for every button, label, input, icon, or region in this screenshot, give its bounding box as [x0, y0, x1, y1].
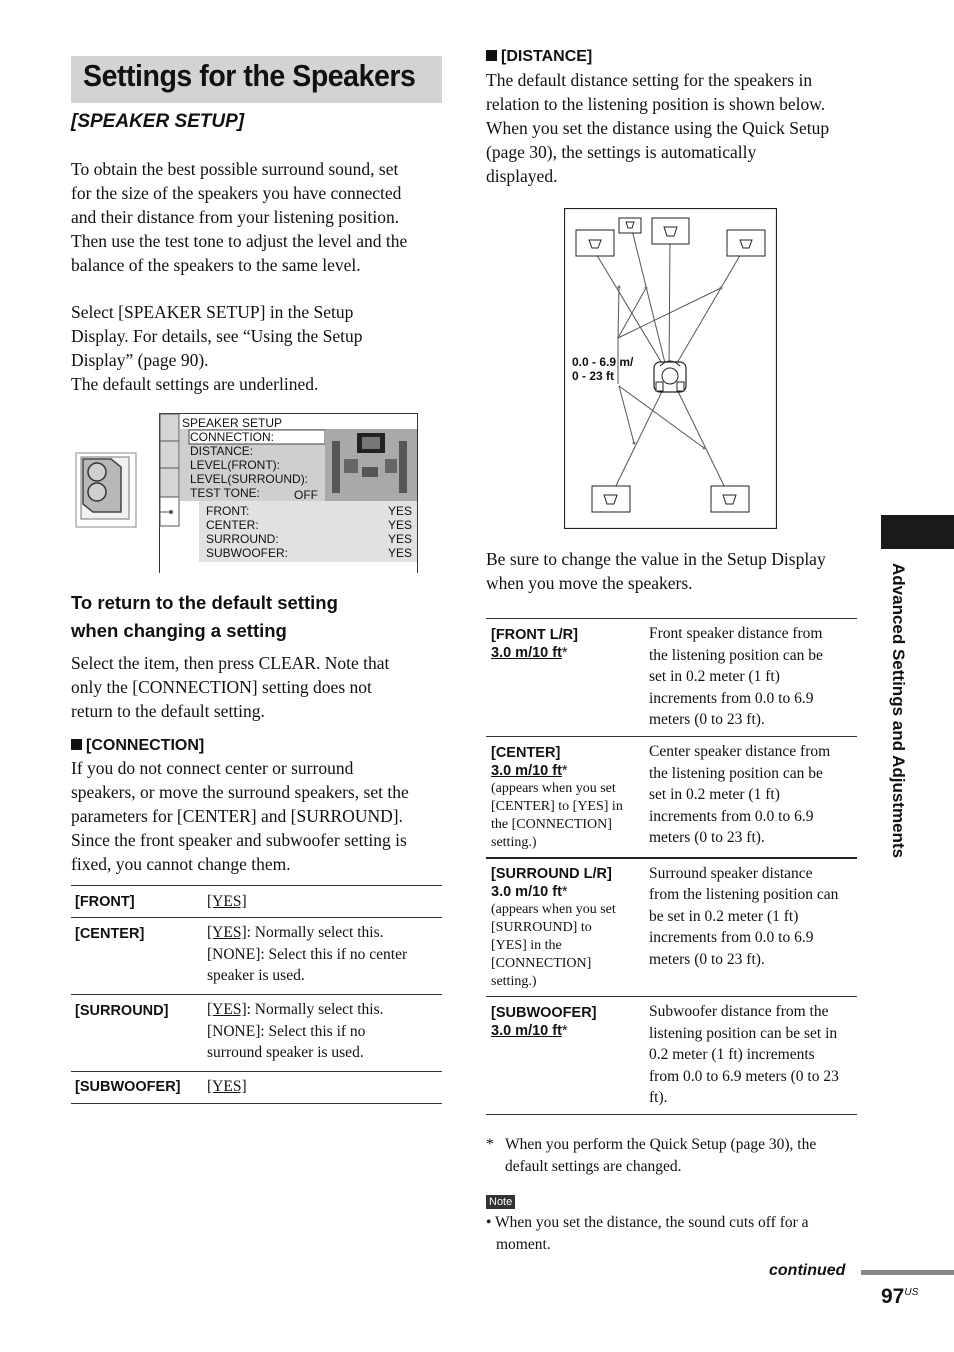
default-line [491, 644, 649, 662]
note-badge: Note [486, 1195, 515, 1209]
default-line [491, 883, 649, 901]
text-line: for the size of the speakers you have connected [71, 183, 402, 203]
desc-line: from the listening position can [649, 886, 839, 904]
text-line: speakers, or move the surround speakers, set the [71, 782, 409, 802]
desc-line: Center speaker distance from [649, 743, 831, 760]
text-line: default settings are changed. [505, 1158, 682, 1175]
note-line: setting.) [491, 973, 537, 989]
row-label-cell [486, 737, 649, 858]
row-desc [649, 858, 857, 997]
text-line: When you set the distance using the Quick Setup [486, 118, 830, 138]
row-label-cell [486, 619, 649, 737]
text-line: When you perform the Quick Setup (page 30), the [505, 1136, 817, 1153]
text-line: Display. For details, see “Using the Setup [71, 326, 363, 346]
note-line: [CONNECTION] [491, 955, 592, 971]
side-tab [888, 563, 928, 923]
desc-line: the listening position can be [649, 764, 823, 782]
heading-line: To return to the default setting [71, 592, 338, 613]
row-label: [SURROUND L/R] [491, 865, 612, 882]
center-speaker-small-icon [619, 218, 641, 233]
note-line: [CENTER] to [YES] in [491, 799, 623, 814]
desc-line: from 0.0 to 6.9 meters (0 to 23 [649, 1067, 839, 1085]
distance-paragraph [486, 68, 866, 188]
setup-display-screen [159, 413, 418, 573]
page-number [881, 1285, 918, 1309]
asterisk: * [561, 645, 568, 661]
menu-item-level-front[interactable]: LEVEL(FRONT): [190, 458, 281, 472]
surround-left-speaker-icon [592, 486, 630, 512]
page-number-value: 97 [881, 1285, 905, 1308]
row-value [207, 1072, 442, 1104]
speaker-setup-icon [75, 452, 137, 528]
row-desc [649, 997, 857, 1115]
listener-icon [654, 361, 686, 392]
sub-item-subwoofer-label: SUBWOOFER: [206, 546, 289, 560]
distance-range-label [572, 355, 633, 383]
sub-item-front-value: YES [388, 504, 413, 518]
page-title: Settings for the Speakers [83, 58, 416, 93]
text-line: parameters for [CENTER] and [SURROUND]. [71, 806, 403, 826]
sub-item-front-label: FRONT: [206, 504, 250, 518]
table-row [486, 997, 857, 1115]
surround-right-speaker-icon [711, 486, 749, 512]
connection-paragraph [71, 756, 451, 876]
row-value [207, 995, 442, 1072]
desc-line: be set in 0.2 meter (1 ft) [649, 907, 799, 925]
text-line: Be sure to change the value in the Setup Display [486, 549, 826, 569]
text-line: To obtain the best possible surround sound, set [71, 159, 399, 179]
row-label: [SURROUND] [75, 1003, 169, 1019]
table-row [71, 1072, 442, 1104]
default-value: 3.0 m/10 ft [491, 763, 562, 779]
return-heading [71, 589, 338, 645]
text-line: The default distance setting for the speakers in [486, 70, 813, 90]
table-row [71, 918, 442, 995]
asterisk: * [561, 763, 568, 779]
row-value [207, 918, 442, 995]
text-line: relation to the listening position is shown below. [486, 94, 826, 114]
note-line: setting.) [491, 835, 537, 850]
desc-line: meters (0 to 23 ft). [649, 829, 765, 847]
row-label-cell [486, 858, 649, 997]
menu-header: SPEAKER SETUP [182, 416, 283, 430]
bullet-square-icon [486, 50, 497, 61]
front-left-speaker-icon [576, 230, 614, 256]
center-speaker-icon [652, 218, 689, 244]
sub-item-center-value: YES [388, 518, 413, 532]
front-right-speaker-icon [727, 230, 765, 256]
connection-table [71, 885, 442, 1104]
value-line [207, 999, 442, 1021]
desc-line: set in 0.2 meter (1 ft) [649, 668, 780, 686]
distance-table [486, 618, 857, 1115]
label-line: 0 - 23 ft [572, 369, 615, 383]
desc-line: increments from 0.0 to 6.9 [649, 929, 814, 947]
default-value: [YES] [207, 924, 247, 941]
heading-text: [CONNECTION] [86, 737, 205, 754]
continued-bar [861, 1270, 954, 1275]
menu-item-connection[interactable]: CONNECTION: [190, 430, 274, 444]
note-line: [SURROUND] to [491, 919, 592, 935]
table-row [486, 737, 857, 858]
text-line: • When you set the distance, the sound cuts off for a [486, 1214, 809, 1231]
text-line: return to the default setting. [71, 701, 265, 721]
note-line: (appears when you set [491, 781, 616, 796]
value-line: speaker is used. [207, 967, 305, 985]
desc-line: increments from 0.0 to 6.9 [649, 807, 814, 825]
note-line: the [CONNECTION] [491, 817, 612, 832]
text-line: when you move the speakers. [486, 573, 693, 593]
text-line: only the [CONNECTION] setting does not [71, 677, 372, 697]
table-row [486, 858, 857, 997]
value-line: [NONE]: Select this if no [207, 1022, 366, 1040]
intro-paragraph [71, 157, 451, 277]
row-label: [FRONT L/R] [491, 627, 578, 643]
sub-item-surround-value: YES [388, 532, 413, 546]
speaker-distance-diagram [564, 208, 777, 529]
text-line: Select the item, then press CLEAR. Note that [71, 653, 390, 673]
bullet-square-icon [71, 739, 82, 750]
text-line: Since the front speaker and subwoofer setting is [71, 830, 407, 850]
desc-line: meters (0 to 23 ft). [649, 950, 765, 968]
default-value: 3.0 m/10 ft [491, 883, 562, 900]
text-line: Display” (page 90). [71, 350, 209, 370]
side-tab-label: Advanced Settings and Adjustments [889, 563, 908, 859]
row-desc [649, 619, 857, 737]
default-line [491, 762, 649, 780]
desc-line: the listening position can be [649, 646, 823, 664]
note-line: (appears when you set [491, 901, 616, 917]
continued-label: continued [769, 1262, 846, 1279]
row-desc [649, 737, 857, 858]
value-line: surround speaker is used. [207, 1044, 364, 1062]
text-line: displayed. [486, 166, 558, 186]
desc-line: increments from 0.0 to 6.9 [649, 689, 814, 707]
footnote [505, 1134, 865, 1178]
table-row [71, 995, 442, 1072]
default-value: [YES] [207, 1078, 247, 1095]
row-label-cell [486, 997, 649, 1115]
desc-line: Subwoofer distance from the [649, 1003, 829, 1020]
desc-line: set in 0.2 meter (1 ft) [649, 786, 780, 804]
return-paragraph [71, 651, 451, 723]
row-label: [CENTER] [491, 745, 561, 761]
desc-line: ft). [649, 1089, 668, 1107]
text-line: Then use the test tone to adjust the level and the [71, 231, 408, 251]
menu-item-distance[interactable]: DISTANCE: [190, 444, 254, 458]
footnote-mark: * [486, 1136, 494, 1153]
be-sure-paragraph [486, 547, 866, 595]
note-text [486, 1212, 856, 1256]
menu-item-level-surround[interactable]: LEVEL(SURROUND): [190, 472, 309, 486]
connection-heading [71, 736, 204, 756]
text-line: If you do not connect center or surround [71, 758, 354, 778]
value-line [207, 922, 442, 944]
desc-line: Front speaker distance from [649, 625, 823, 642]
text-line: (page 30), the settings is automatically [486, 142, 757, 162]
default-value: [YES] [207, 1001, 247, 1018]
default-value: 3.0 m/10 ft [491, 1023, 562, 1039]
text-line: The default settings are underlined. [71, 374, 319, 394]
menu-item-test-tone[interactable]: TEST TONE: [190, 486, 261, 500]
row-label: [FRONT] [75, 894, 135, 910]
row-label: [SUBWOOFER] [491, 1005, 597, 1021]
table-row [71, 886, 442, 918]
default-value: 3.0 m/10 ft [491, 645, 562, 661]
asterisk: * [561, 883, 568, 900]
note-line: [YES] in the [491, 937, 562, 953]
asterisk: * [561, 1023, 568, 1039]
value-line: [NONE]: Select this if no center [207, 945, 408, 963]
region-suffix: US [904, 1287, 919, 1298]
test-tone-value: OFF [294, 488, 318, 502]
text-line: moment. [496, 1236, 551, 1253]
desc-line: listening position can be set in [649, 1024, 838, 1042]
sub-item-center-label: CENTER: [206, 518, 259, 532]
desc-line: Surround speaker distance [649, 864, 813, 882]
heading-text: [DISTANCE] [501, 48, 593, 65]
desc-line: meters (0 to 23 ft). [649, 711, 765, 729]
value-text: : Normally select this. [246, 1001, 384, 1018]
default-value: [YES] [207, 893, 247, 910]
text-line: Select [SPEAKER SETUP] in the Setup [71, 302, 354, 322]
default-line [491, 1022, 649, 1040]
sub-item-surround-label: SURROUND: [206, 532, 279, 546]
table-row [486, 619, 857, 737]
value-text: : Normally select this. [246, 924, 384, 941]
side-tab-marker [881, 515, 954, 549]
distance-heading [486, 47, 592, 67]
text-line: balance of the speakers to the same level. [71, 255, 361, 275]
text-line: fixed, you cannot change them. [71, 854, 291, 874]
row-value [207, 886, 442, 918]
section-subtitle: [SPEAKER SETUP] [71, 111, 245, 132]
select-paragraph [71, 300, 451, 396]
text-line: and their distance from your listening position. [71, 207, 400, 227]
heading-line: when changing a setting [71, 620, 287, 641]
row-label: [CENTER] [75, 926, 145, 942]
row-label: [SUBWOOFER] [75, 1079, 181, 1095]
desc-line: 0.2 meter (1 ft) increments [649, 1046, 815, 1064]
sub-item-subwoofer-value: YES [388, 546, 413, 560]
label-line: 0.0 - 6.9 m/ [572, 355, 634, 369]
